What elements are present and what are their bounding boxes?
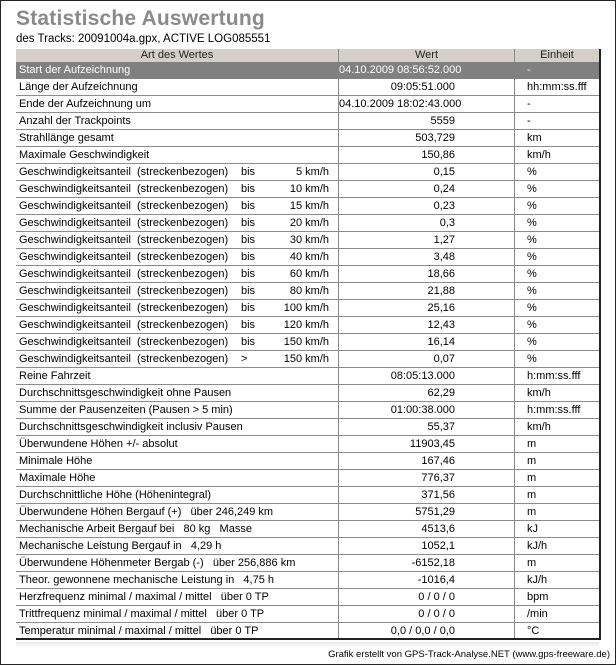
row-value: 62,29 [338,385,514,401]
row-label: Geschwindigkeitsanteil (streckenbezogen) [19,319,229,331]
row-unit: - [514,113,599,129]
speed-limit: 15 km/h [289,200,329,212]
speed-operator: bis [241,251,256,263]
speed-operator: bis [241,183,256,195]
table-header [16,49,599,62]
table-row[interactable] [16,62,599,79]
speed-limit: 5 km/h [295,166,329,178]
row-unit: °C [514,623,599,638]
row-value: 09:05:51.000 [338,79,514,95]
speed-operator: bis [241,166,256,178]
row-unit: m [514,436,599,452]
column-header-unit[interactable]: Einheit [514,49,599,62]
row-value: 5559 [338,113,514,129]
table-row[interactable] [16,419,599,436]
speed-limit: 150 km/h [283,353,329,365]
row-label-cell [16,402,338,418]
row-label-cell [16,266,338,282]
row-label-cell [16,385,338,401]
speed-operator: bis [241,319,256,331]
row-unit: % [514,164,599,180]
row-unit: h:mm:ss.fff [514,368,599,384]
row-value: 21,88 [338,283,514,299]
table-row[interactable] [16,436,599,453]
row-label: Maximale Höhe [19,472,96,484]
column-header-type[interactable]: Art des Wertes [140,49,214,61]
row-unit: % [514,351,599,367]
speed-limit: 150 km/h [283,336,329,348]
table-row[interactable] [16,266,599,283]
row-label: Trittfrequenz minimal / maximal / mittel über 0 TP [19,608,265,620]
row-label: Geschwindigkeitsanteil (streckenbezogen) [19,302,229,314]
row-unit: % [514,300,599,316]
table-row[interactable] [16,606,599,623]
row-unit: kJ/h [514,538,599,554]
row-label-cell [16,215,338,231]
row-label: Anzahl der Trackpoints [19,115,131,127]
table-shadow [16,642,599,648]
row-unit: /min [514,606,599,622]
table-row[interactable] [16,164,599,181]
table-row[interactable] [16,470,599,487]
speed-operator: > [241,353,248,365]
row-label: Länge der Aufzeichnung [19,81,138,93]
row-unit: % [514,215,599,231]
speed-limit: 120 km/h [283,319,329,331]
row-unit: % [514,198,599,214]
row-unit: kJ/h [514,572,599,588]
row-label: Geschwindigkeitsanteil (streckenbezogen) [19,217,229,229]
row-unit: m [514,555,599,571]
row-value: 25,16 [338,300,514,316]
page-title: Statistische Auswertung [16,7,265,30]
speed-operator: bis [241,234,256,246]
row-unit: - [514,62,599,78]
speed-limit: 30 km/h [289,234,329,246]
row-label: Maximale Geschwindigkeit [19,149,150,161]
speed-operator: bis [241,217,256,229]
row-value: 4513,6 [338,521,514,537]
speed-operator: bis [241,285,256,297]
row-label: Minimale Höhe [19,455,93,467]
row-label: Geschwindigkeitsanteil (streckenbezogen) [19,268,229,280]
row-label: Geschwindigkeitsanteil (streckenbezogen) [19,200,229,212]
table-row[interactable] [16,589,599,606]
column-header-value[interactable]: Wert [338,49,514,62]
speed-operator: bis [241,302,256,314]
statistics-table [16,49,601,640]
row-label: Geschwindigkeitsanteil (streckenbezogen) [19,166,229,178]
row-unit: h:mm:ss.fff [514,402,599,418]
row-label: Theor. gewonnene mechanische Leistung in 4,75 h [19,574,275,586]
row-label-cell [16,249,338,265]
row-label: Reine Fahrzeit [19,370,91,382]
row-label-cell [16,538,338,554]
row-value: 5751,29 [338,504,514,520]
table-row[interactable] [16,351,599,368]
row-label: Strahllänge gesamt [19,132,114,144]
row-value: 0 / 0 / 0 [338,606,514,622]
row-value: 18,66 [338,266,514,282]
row-label-cell [16,62,338,78]
row-unit: m [514,453,599,469]
row-label: Mechanische Leistung Bergauf in 4,29 h [19,540,222,552]
row-unit: % [514,266,599,282]
row-label: Geschwindigkeitsanteil (streckenbezogen) [19,353,229,365]
row-value: 1052,1 [338,538,514,554]
row-label: Geschwindigkeitsanteil (streckenbezogen) [19,336,229,348]
speed-limit: 100 km/h [283,302,329,314]
speed-operator: bis [241,200,256,212]
row-value: 150,86 [338,147,514,163]
table-row[interactable] [16,79,599,96]
row-label-cell [16,487,338,503]
row-value: 1,27 [338,232,514,248]
row-label: Geschwindigkeitsanteil (streckenbezogen) [19,251,229,263]
row-unit: m [514,487,599,503]
row-value: -6152,18 [338,555,514,571]
row-value: 0,07 [338,351,514,367]
speed-operator: bis [241,336,256,348]
row-label: Durchschnittliche Höhe (Höhenintegral) [19,489,211,501]
row-label: Geschwindigkeitsanteil (streckenbezogen) [19,285,229,297]
footer-credit: Grafik erstellt von GPS-Track-Analyse.NET (www.gps-freeware.de) [328,649,610,660]
speed-limit: 40 km/h [289,251,329,263]
row-unit: % [514,249,599,265]
row-label-cell [16,164,338,180]
row-label-cell [16,334,338,350]
row-label-cell [16,283,338,299]
row-value: 167,46 [338,453,514,469]
table-row[interactable] [16,130,599,147]
row-label: Durchschnittsgeschwindigkeit inclusiv Pausen [19,421,243,433]
speed-limit: 20 km/h [289,217,329,229]
row-label-cell [16,79,338,95]
row-value: 0,23 [338,198,514,214]
row-label-cell [16,113,338,129]
row-label: Geschwindigkeitsanteil (streckenbezogen) [19,234,229,246]
table-row[interactable] [16,96,599,113]
row-label-cell [16,419,338,435]
row-label-cell [16,436,338,452]
row-label-cell [16,504,338,520]
row-unit: % [514,232,599,248]
row-label-cell [16,198,338,214]
table-row[interactable] [16,623,599,640]
row-value: 16,14 [338,334,514,350]
row-label: Überwundene Höhen +/- absolut [19,438,178,450]
table-body [16,62,599,640]
table-row[interactable] [16,487,599,504]
speed-limit: 60 km/h [289,268,329,280]
table-row[interactable] [16,300,599,317]
row-label-cell [16,572,338,588]
row-value: 04.10.2009 08:56:52.000 [338,62,514,78]
table-row[interactable] [16,572,599,589]
row-unit: - [514,96,599,112]
row-unit: % [514,283,599,299]
row-label-cell [16,317,338,333]
row-value: 3,48 [338,249,514,265]
row-unit: kJ [514,521,599,537]
row-value: 01:00:38.000 [338,402,514,418]
row-label-cell [16,232,338,248]
row-value: 776,37 [338,470,514,486]
row-label-cell [16,96,338,112]
row-unit: m [514,470,599,486]
table-row[interactable] [16,181,599,198]
row-unit: % [514,181,599,197]
row-unit: % [514,317,599,333]
table-row[interactable] [16,232,599,249]
table-row[interactable] [16,198,599,215]
row-value: 04.10.2009 18:02:43.000 [338,96,514,112]
row-label-cell [16,181,338,197]
table-row[interactable] [16,504,599,521]
row-value: 0,0 / 0,0 / 0,0 [338,623,514,638]
table-row[interactable] [16,538,599,555]
table-row[interactable] [16,113,599,130]
row-label-cell [16,606,338,622]
row-label: Überwundene Höhenmeter Bergab (-) über 256,886 km [19,557,296,569]
row-value: 503,729 [338,130,514,146]
row-value: 0,24 [338,181,514,197]
row-unit: km/h [514,419,599,435]
row-label: Überwundene Höhen Bergauf (+) über 246,249 km [19,506,274,518]
row-label: Mechanische Arbeit Bergauf bei 80 kg Masse [19,523,252,535]
table-row[interactable] [16,521,599,538]
row-label-cell [16,521,338,537]
row-value: -1016,4 [338,572,514,588]
row-value: 0,15 [338,164,514,180]
row-value: 0 / 0 / 0 [338,589,514,605]
row-value: 11903,45 [338,436,514,452]
row-value: 371,56 [338,487,514,503]
row-label-cell [16,470,338,486]
table-row[interactable] [16,453,599,470]
row-label: Start der Aufzeichnung [19,64,131,76]
row-label-cell [16,130,338,146]
table-row[interactable] [16,368,599,385]
table-row[interactable] [16,555,599,572]
table-row[interactable] [16,385,599,402]
row-label-cell [16,623,338,638]
row-label-cell [16,300,338,316]
row-label-cell [16,589,338,605]
row-label-cell [16,147,338,163]
row-value: 0,3 [338,215,514,231]
row-label-cell [16,351,338,367]
track-subtitle: des Tracks: 20091004a.gpx, ACTIVE LOG085551 [16,33,271,45]
row-label: Geschwindigkeitsanteil (streckenbezogen) [19,183,229,195]
row-unit: km [514,130,599,146]
speed-limit: 10 km/h [289,183,329,195]
table-row[interactable] [16,249,599,266]
row-unit: % [514,334,599,350]
row-unit: m [514,504,599,520]
table-row[interactable] [16,402,599,419]
row-label-cell [16,368,338,384]
row-label-cell [16,453,338,469]
row-unit: bpm [514,589,599,605]
table-row[interactable] [16,317,599,334]
row-label-cell [16,555,338,571]
row-label: Summe der Pausenzeiten (Pausen > 5 min) [19,404,233,416]
table-row[interactable] [16,334,599,351]
table-row[interactable] [16,147,599,164]
row-unit: hh:mm:ss.fff [514,79,599,95]
row-unit: km/h [514,385,599,401]
table-row[interactable] [16,283,599,300]
row-unit: km/h [514,147,599,163]
row-label: Temperatur minimal / maximal / mittel über 0 TP [19,625,259,637]
row-label: Ende der Aufzeichnung um [19,98,152,110]
table-row[interactable] [16,215,599,232]
row-value: 12,43 [338,317,514,333]
row-value: 55,37 [338,419,514,435]
row-label: Herzfrequenz minimal / maximal / mittel über 0 TP [19,591,269,603]
row-label: Durchschnittsgeschwindigkeit ohne Pausen [19,387,232,399]
speed-operator: bis [241,268,256,280]
row-value: 08:05:13.000 [338,368,514,384]
speed-limit: 80 km/h [289,285,329,297]
